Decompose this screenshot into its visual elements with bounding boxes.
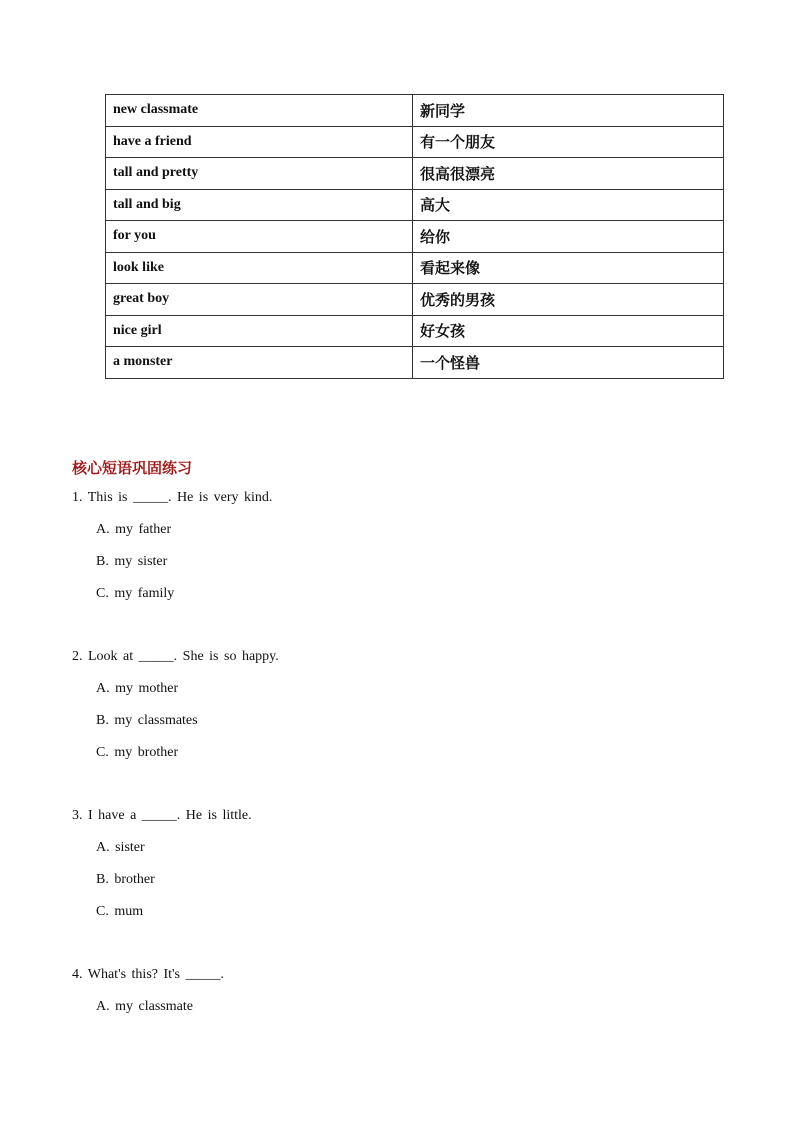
vocab-table [105, 94, 724, 379]
question-2: 2. Look at _____. She is so happy. [72, 649, 279, 664]
english-phrase: nice girl [106, 315, 413, 347]
question-3-option-a: A. sister [96, 840, 145, 855]
table-row [106, 158, 724, 190]
table-row [106, 284, 724, 316]
english-phrase: tall and big [106, 189, 413, 221]
english-phrase: new classmate [106, 95, 413, 127]
table-row [106, 315, 724, 347]
section-title: 核心短语巩固练习 [72, 461, 193, 477]
question-3-option-c: C. mum [96, 904, 144, 919]
question-2-option-b: B. my classmates [96, 713, 198, 728]
chinese-meaning: 好女孩 [413, 315, 724, 347]
table-row [106, 95, 724, 127]
chinese-meaning: 新同学 [413, 95, 724, 127]
english-phrase: for you [106, 221, 413, 253]
chinese-meaning: 很高很漂亮 [413, 158, 724, 190]
question-3-option-b: B. brother [96, 872, 155, 887]
question-4-option-a: A. my classmate [96, 999, 193, 1014]
table-row [106, 126, 724, 158]
question-1: 1. This is _____. He is very kind. [72, 490, 273, 505]
chinese-meaning: 有一个朋友 [413, 126, 724, 158]
english-phrase: have a friend [106, 126, 413, 158]
question-2-option-a: A. my mother [96, 681, 179, 696]
table-row [106, 347, 724, 379]
question-3: 3. I have a _____. He is little. [72, 808, 252, 823]
question-2-option-c: C. my brother [96, 745, 179, 760]
question-1-option-b: B. my sister [96, 554, 168, 569]
table-row [106, 221, 724, 253]
table-row [106, 189, 724, 221]
english-phrase: a monster [106, 347, 413, 379]
question-1-option-a: A. my father [96, 522, 172, 537]
chinese-meaning: 高大 [413, 189, 724, 221]
english-phrase: look like [106, 252, 413, 284]
chinese-meaning: 给你 [413, 221, 724, 253]
chinese-meaning: 看起来像 [413, 252, 724, 284]
chinese-meaning: 一个怪兽 [413, 347, 724, 379]
question-4: 4. What's this? It's _____. [72, 967, 224, 982]
english-phrase: tall and pretty [106, 158, 413, 190]
table-row [106, 252, 724, 284]
question-1-option-c: C. my family [96, 586, 175, 601]
chinese-meaning: 优秀的男孩 [413, 284, 724, 316]
english-phrase: great boy [106, 284, 413, 316]
